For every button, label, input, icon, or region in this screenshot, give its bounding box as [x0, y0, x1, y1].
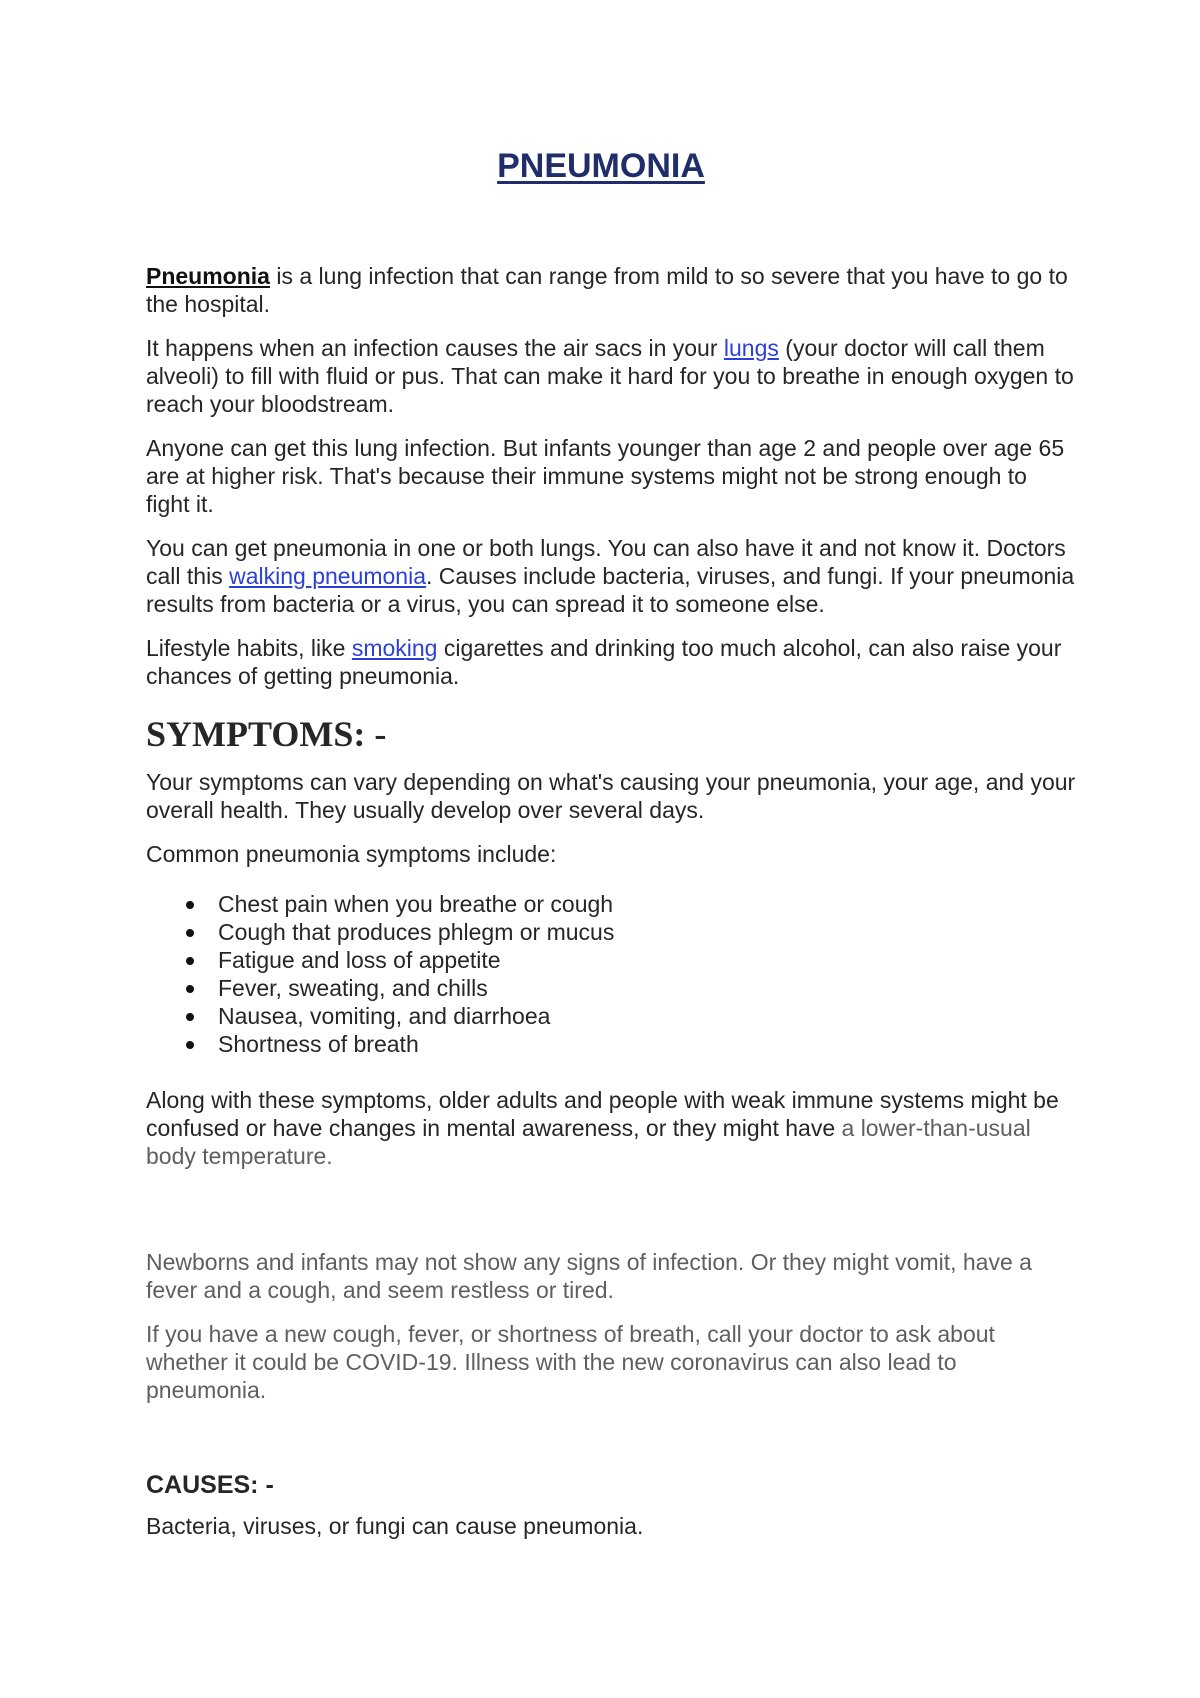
- list-item-text: Fatigue and loss of appetite: [218, 947, 501, 973]
- list-item: [146, 946, 1076, 974]
- walking-text-after: . Causes include bacteria, viruses, and fungi. If your pneumonia results from bacteria or a virus, you can spread it to someone else.: [146, 563, 1075, 617]
- list-item-text: Shortness of breath: [218, 1031, 419, 1057]
- smoking-link[interactable]: smoking: [351, 635, 438, 661]
- risk-paragraph: Anyone can get this lung infection. But infants younger than age 2 and people over age 65 are at higher risk. That's because their immune systems might not be strong enough to fight it.: [146, 435, 1065, 517]
- alveoli-text-after: (your doctor will call them alveoli) to fill with fluid or pus. That can make it hard for you to breathe in enough oxygen to reach your bloodstream.: [146, 335, 1074, 417]
- bullet-icon: [186, 985, 194, 993]
- spacer: [146, 1186, 1076, 1248]
- lifestyle-text-after: cigarettes and drinking too much alcohol, can also raise your chances of getting pneumonia.: [146, 635, 1062, 689]
- page-title: PNEUMONIA: [497, 147, 705, 185]
- lungs-link[interactable]: lungs: [723, 335, 779, 361]
- list-item: [146, 918, 1076, 946]
- list-item-text: Chest pain when you breathe or cough: [218, 891, 614, 917]
- bullet-icon: [186, 929, 194, 937]
- list-item-text: Fever, sweating, and chills: [218, 975, 488, 1001]
- older-adults-text-grey: a lower-than-usual body temperature.: [146, 1115, 1031, 1169]
- causes-paragraph: Bacteria, viruses, or fungi can cause pneumonia.: [146, 1513, 644, 1539]
- common-symptoms-paragraph: Common pneumonia symptoms include:: [146, 841, 557, 867]
- list-item: [146, 1030, 1076, 1058]
- bullet-icon: [186, 901, 194, 909]
- walking-text-before: You can get pneumonia in one or both lungs. You can also have it and not know it. Doctors call this: [146, 535, 1066, 589]
- newborns-paragraph: Newborns and infants may not show any signs of infection. Or they might vomit, have a fever and a cough, and seem restless or tired.: [146, 1249, 1032, 1303]
- bullet-icon: [186, 957, 194, 965]
- spacer: [146, 1420, 1076, 1470]
- list-item: [146, 890, 1076, 918]
- alveoli-text-before: It happens when an infection causes the air sacs in your: [146, 335, 724, 361]
- symptoms-intro-paragraph: Your symptoms can vary depending on what's causing your pneumonia, your age, and your overall health. They usually develop over several days.: [146, 769, 1076, 823]
- document-body: [146, 262, 1076, 1556]
- bullet-icon: [186, 1013, 194, 1021]
- older-adults-paragraph: [146, 1086, 1076, 1170]
- causes-heading: CAUSES: -: [146, 1471, 274, 1499]
- intro-paragraph: [146, 262, 1076, 318]
- walking-pneumonia-paragraph: [146, 534, 1076, 618]
- list-item-text: Cough that produces phlegm or mucus: [218, 919, 615, 945]
- older-adults-text: Along with these symptoms, older adults and people with weak immune systems might be confused or have changes in mental awareness, or they might have: [146, 1087, 1059, 1141]
- walking-pneumonia-link[interactable]: walking pneumonia: [229, 563, 426, 589]
- alveoli-paragraph: [146, 334, 1076, 418]
- bullet-icon: [186, 1041, 194, 1049]
- covid-paragraph: If you have a new cough, fever, or shortness of breath, call your doctor to ask about whether it could be COVID-19. Illness with the new coronavirus can also lead to pneumonia.: [146, 1321, 995, 1403]
- lifestyle-paragraph: [146, 634, 1076, 690]
- symptoms-heading: SYMPTOMS: -: [146, 714, 387, 754]
- pneumonia-term: Pneumonia: [146, 263, 270, 289]
- list-item: [146, 974, 1076, 1002]
- list-item-text: Nausea, vomiting, and diarrhoea: [218, 1003, 551, 1029]
- intro-text: is a lung infection that can range from mild to so severe that you have to go to the hospital.: [146, 263, 1068, 317]
- symptom-list: [146, 890, 1076, 1058]
- list-item: [146, 1002, 1076, 1030]
- lifestyle-text-before: Lifestyle habits, like: [146, 635, 352, 661]
